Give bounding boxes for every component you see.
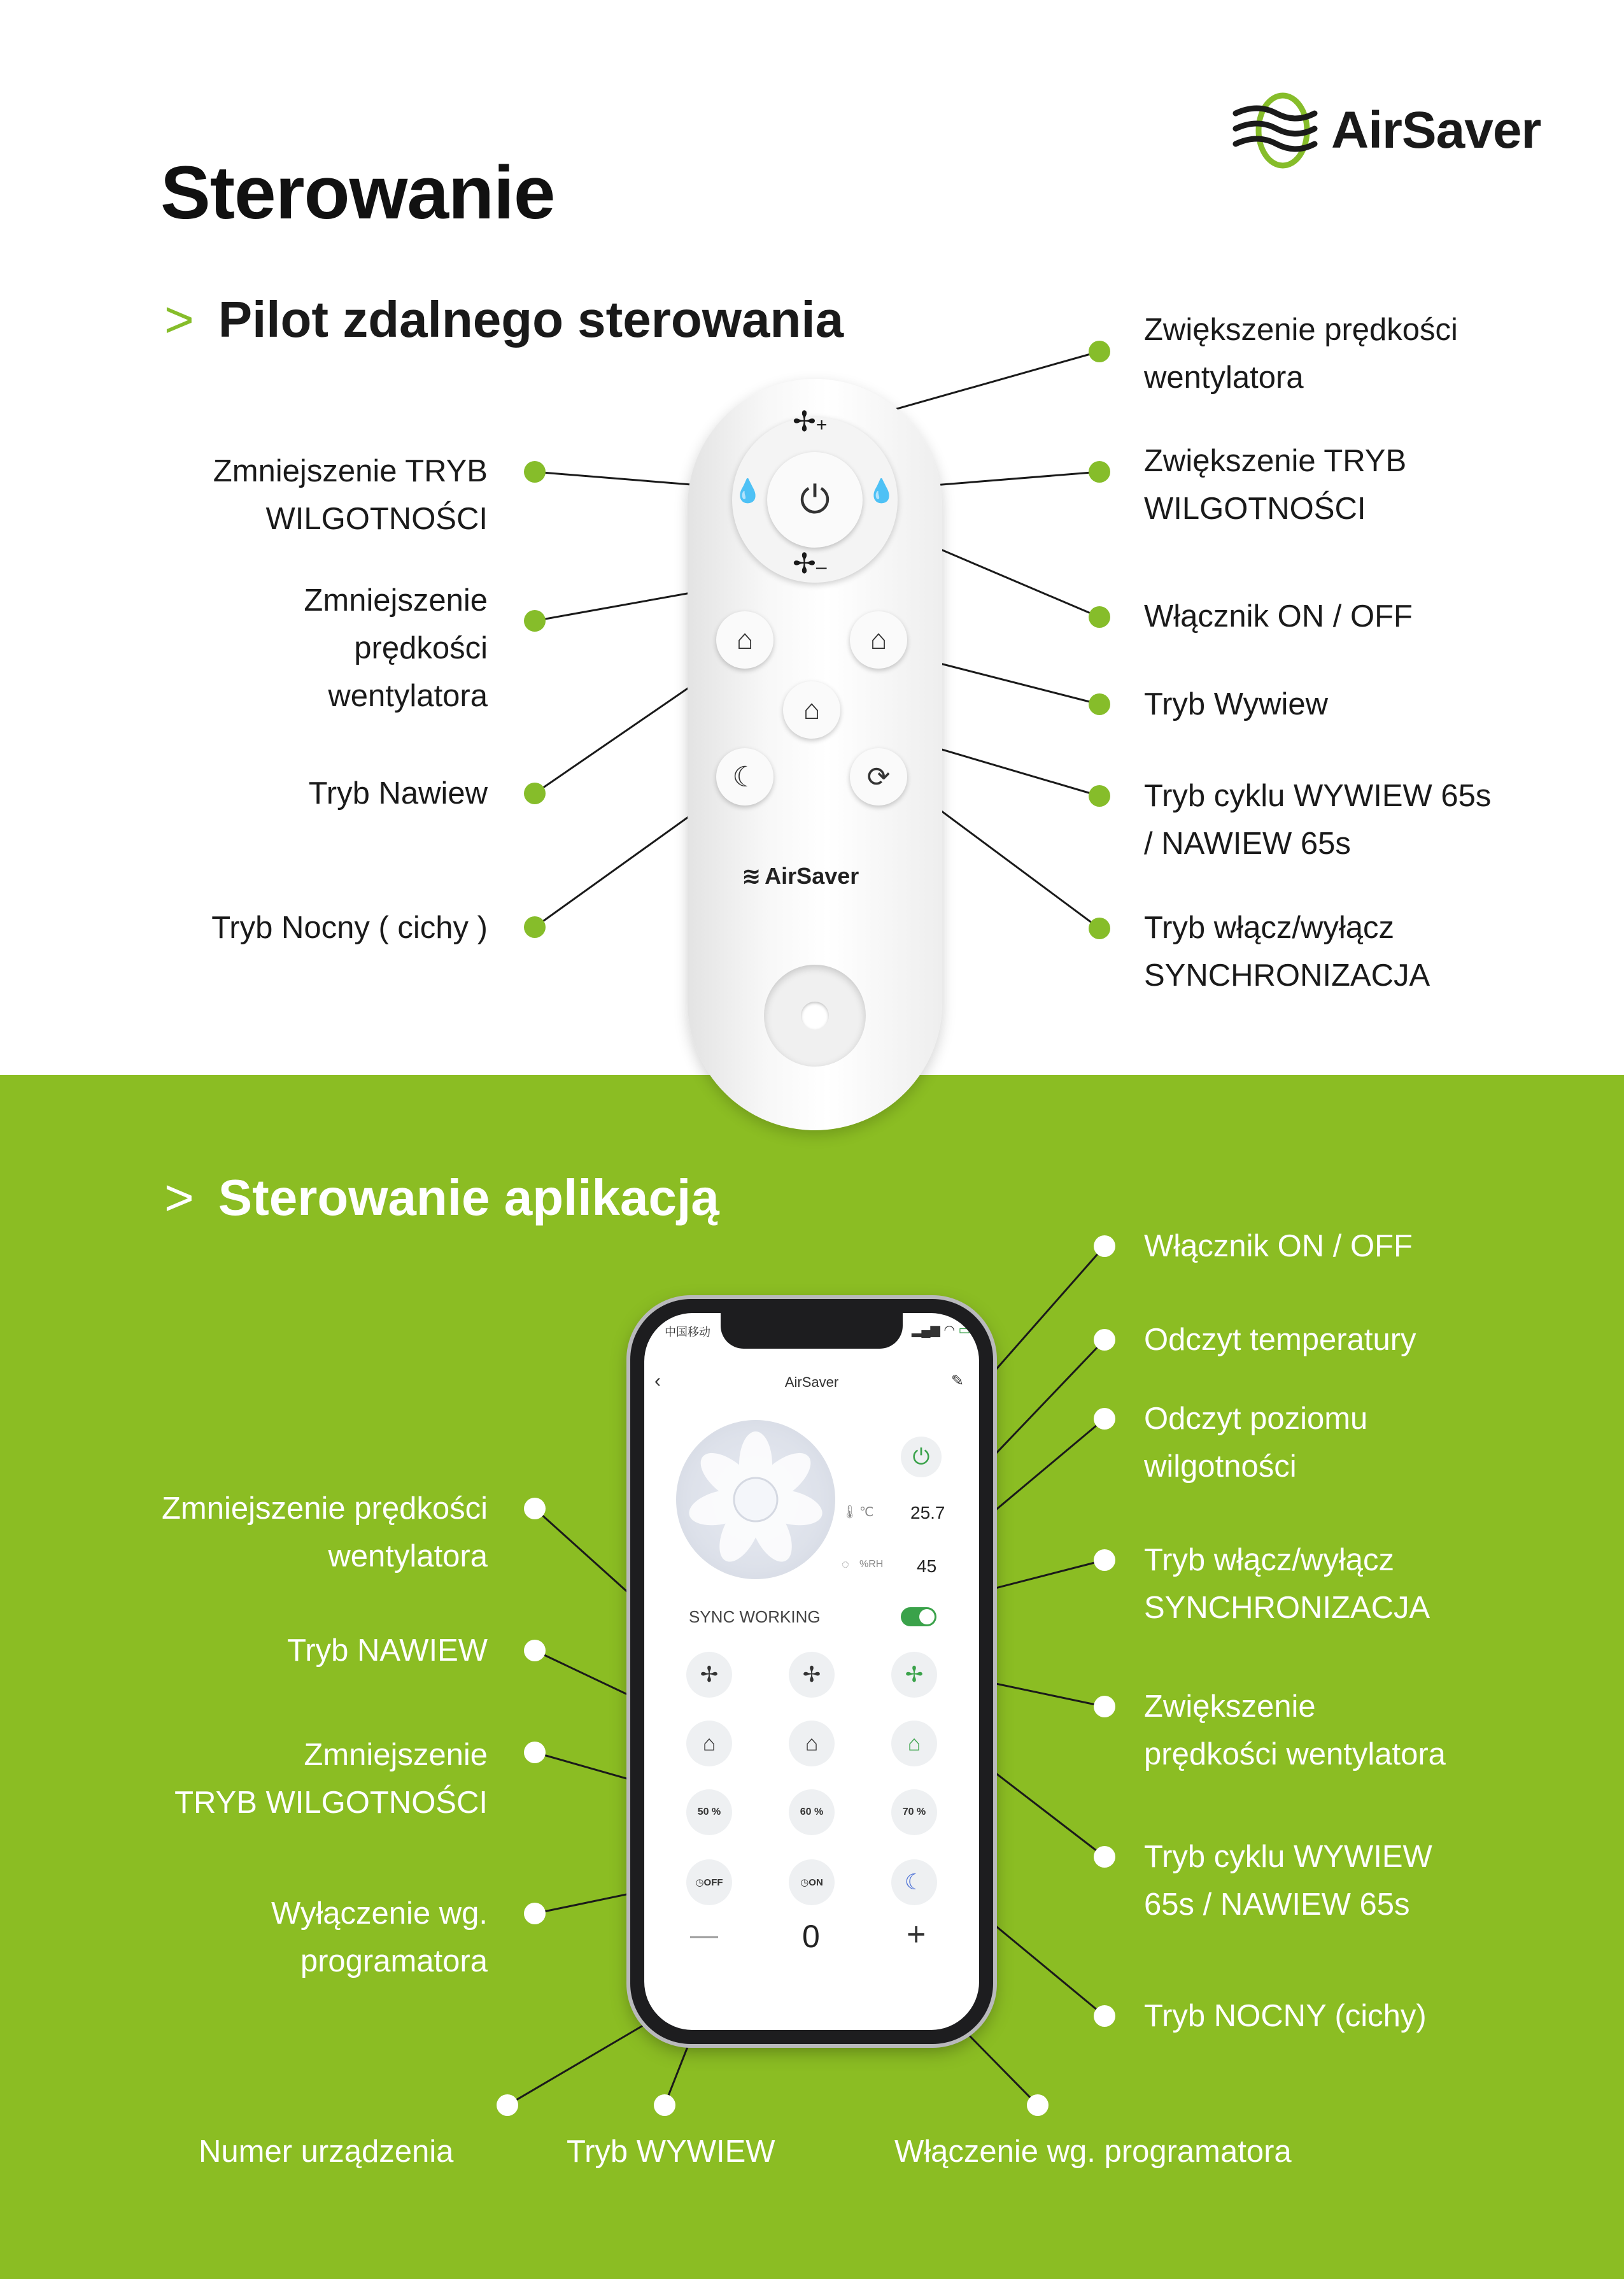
label-dot	[1089, 918, 1110, 939]
remote-humidity-down-button[interactable]	[733, 478, 762, 504]
app-label-supply-mode: Tryb NAWIEW	[287, 1633, 488, 1668]
label-dot	[1094, 1846, 1115, 1868]
smartphone	[630, 1299, 993, 2044]
label-dot	[1094, 1549, 1115, 1571]
app-section-title-text: Sterowanie aplikacją	[218, 1169, 719, 1226]
status-icons	[912, 1322, 970, 1338]
label-dot	[524, 1742, 546, 1763]
sync-icon: ⟳	[866, 761, 891, 793]
edit-icon[interactable]: ✎	[951, 1372, 964, 1389]
app-humidity-60-button[interactable]	[789, 1789, 835, 1835]
app-supply-button[interactable]	[686, 1721, 732, 1766]
app-label-night-mode: Tryb NOCNY (cichy)	[1144, 1999, 1427, 2033]
app-fan-medium-button[interactable]	[789, 1652, 835, 1698]
remote-exhaust-button[interactable]	[850, 611, 907, 669]
house-arrow-in-icon: ⌂	[702, 1731, 716, 1756]
label-dot	[1027, 2094, 1049, 2116]
house-cycle-icon: ⌂	[803, 694, 821, 725]
label-dot	[524, 1640, 546, 1661]
remote-label-power: Włącznik ON / OFF	[1144, 599, 1413, 634]
sun-moon-icon: ☾	[732, 761, 758, 793]
house-cycle-icon: ⌂	[907, 1731, 921, 1756]
back-icon[interactable]: ‹	[654, 1370, 661, 1391]
label-dot	[1089, 785, 1110, 807]
hum-unit: %RH	[859, 1559, 884, 1570]
label-dot	[524, 461, 546, 483]
app-label-cycle-mode: Tryb cyklu WYWIEW 65s / NAWIEW 65s	[1144, 1840, 1432, 1922]
app-label-timer-on: Włączenie wg. programatora	[894, 2134, 1292, 2169]
droplet-70-icon: 70 %	[902, 1807, 926, 1817]
label-dot	[524, 1498, 546, 1519]
remote-control	[688, 379, 942, 1130]
remote-section-title	[164, 290, 844, 349]
label-dot	[524, 783, 546, 804]
remote-section-title-text: Pilot zdalnego sterowania	[218, 291, 844, 348]
remote-sync-button[interactable]	[850, 748, 907, 806]
power-icon: ⏻	[800, 478, 830, 521]
fan-visual	[676, 1420, 835, 1579]
label-dot	[524, 610, 546, 632]
droplet-50-icon: 50 %	[697, 1807, 721, 1817]
device-number: 0	[802, 1919, 820, 1954]
app-title: AirSaver	[784, 1374, 839, 1390]
app-label-device-number: Numer urządzenia	[199, 2134, 454, 2169]
airsaver-logo-icon: ≋	[742, 863, 761, 889]
app-night-button[interactable]	[891, 1859, 937, 1905]
label-dot	[1089, 341, 1110, 362]
remote-supply-button[interactable]	[716, 611, 773, 669]
remote-humidity-up-button[interactable]	[867, 478, 896, 504]
app-label-power: Włącznik ON / OFF	[1144, 1229, 1413, 1263]
app-label-timer-off: Wyłączenie wg. programatora	[271, 1896, 488, 1978]
house-arrow-in-icon: ⌂	[736, 624, 754, 655]
device-minus-button[interactable]: —	[690, 1919, 718, 1950]
remote-label-fan-up: Zwiększenie prędkości wentylatora	[1144, 313, 1458, 395]
label-dot	[1094, 1329, 1115, 1351]
hum-value: 45	[917, 1556, 937, 1576]
label-dot	[1094, 1408, 1115, 1430]
app-label-fan-down: Zmniejszenie prędkości wentylatora	[162, 1491, 488, 1573]
phone-notch	[721, 1313, 903, 1349]
remote-brand: ≋ AirSaver	[742, 863, 859, 889]
remote-label-humidity-up: Zwiększenie TRYB WILGOTNOŚCI	[1144, 444, 1407, 526]
fan-icon: ✢	[905, 1663, 924, 1687]
app-humidity-50-button[interactable]	[686, 1789, 732, 1835]
label-dot	[1094, 2005, 1115, 2027]
remote-label-humidity-down: Zmniejszenie TRYB WILGOTNOŚCI	[213, 454, 488, 536]
app-fan-up-button[interactable]	[891, 1652, 937, 1698]
airsaver-logo-icon	[1232, 89, 1321, 172]
brand-name: AirSaver	[1331, 101, 1541, 159]
label-dot	[654, 2094, 675, 2116]
app-label-humidity-down: Zmniejszenie TRYB WILGOTNOŚCI	[174, 1738, 488, 1820]
label-dot	[1089, 693, 1110, 715]
remote-label-cycle-mode: Tryb cyklu WYWIEW 65s / NAWIEW 65s	[1144, 779, 1492, 861]
remote-night-button[interactable]	[716, 748, 773, 806]
remote-label-night-mode: Tryb Nocny ( cichy )	[211, 911, 488, 945]
droplet-icon: 💧	[733, 478, 762, 504]
house-arrow-out-icon: ⌂	[805, 1731, 819, 1756]
power-icon: ⏻	[912, 1444, 930, 1469]
temp-unit: ℃	[859, 1505, 874, 1519]
label-dot	[1089, 606, 1110, 628]
temp-value: 25.7	[910, 1503, 945, 1523]
battery-icon: ▭	[958, 1323, 971, 1337]
timer-off-icon: ◷	[695, 1877, 704, 1888]
fan-icon: ✢	[700, 1663, 719, 1687]
sync-label: SYNC WORKING	[689, 1607, 821, 1626]
droplet-icon: 💧	[867, 478, 896, 504]
label-dot	[497, 2094, 518, 2116]
remote-label-exhaust-mode: Tryb Wywiew	[1144, 687, 1329, 721]
app-label-humidity: Odczyt poziomu wilgotności	[1144, 1402, 1368, 1484]
fan-icon: ✢	[793, 548, 816, 579]
app-cycle-button[interactable]	[891, 1721, 937, 1766]
app-label-fan-up: Zwiększenie prędkości wentylatora	[1144, 1689, 1446, 1771]
remote-lanyard-hole	[764, 965, 866, 1067]
label-dot	[1089, 461, 1110, 483]
page-title: Sterowanie	[160, 151, 555, 235]
app-label-exhaust-mode: Tryb WYWIEW	[567, 2134, 775, 2169]
app-label-sync-mode: Tryb włącz/wyłącz SYNCHRONIZACJA	[1144, 1543, 1430, 1625]
status-carrier: 中国移动	[665, 1326, 710, 1338]
app-power-button[interactable]	[901, 1437, 942, 1477]
droplet-60-icon: 60 %	[800, 1807, 824, 1817]
remote-fan-down-button[interactable]: ✢–	[793, 548, 827, 579]
app-exhaust-button[interactable]	[789, 1721, 835, 1766]
remote-label-sync-mode: Tryb włącz/wyłącz SYNCHRONIZACJA	[1144, 911, 1430, 993]
remote-fan-up-button[interactable]: ✢+	[793, 406, 828, 437]
chevron-right-icon: >	[164, 1169, 194, 1226]
phone-screen	[644, 1313, 979, 2030]
app-humidity-70-button[interactable]	[891, 1789, 937, 1835]
app-timer-off-button[interactable]: ◷ OFF	[686, 1859, 732, 1905]
remote-label-supply-mode: Tryb Nawiew	[308, 776, 488, 811]
label-dot	[1094, 1696, 1115, 1717]
timer-on-icon: ◷	[800, 1877, 809, 1888]
remote-power-button[interactable]	[767, 452, 863, 548]
thermometer-icon: 🌡	[842, 1505, 858, 1519]
label-dot	[1094, 1235, 1115, 1257]
fan-blades-icon	[676, 1420, 835, 1579]
remote-cycle-button[interactable]	[783, 681, 840, 739]
label-dot	[524, 1903, 546, 1924]
brand-logo	[1232, 89, 1541, 172]
app-timer-on-button[interactable]: ◷ ON	[789, 1859, 835, 1905]
chevron-right-icon: >	[164, 291, 194, 348]
label-dot	[524, 916, 546, 938]
remote-label-fan-down: Zmniejszenie prędkości wentylatora	[304, 583, 488, 713]
house-arrow-out-icon: ⌂	[870, 624, 887, 655]
signal-icon: ▂▄▆	[912, 1323, 940, 1337]
app-label-temperature: Odczyt temperatury	[1144, 1323, 1416, 1357]
wifi-icon: ◠	[943, 1323, 955, 1337]
moon-icon: ☾	[904, 1870, 924, 1894]
sync-toggle[interactable]	[901, 1607, 936, 1626]
app-fan-down-button[interactable]	[686, 1652, 732, 1698]
app-section-title	[164, 1168, 719, 1227]
fan-icon: ✢	[802, 1663, 821, 1687]
device-plus-button[interactable]: +	[907, 1916, 926, 1953]
humidity-icon: ◌	[842, 1558, 849, 1572]
fan-icon: ✢	[793, 406, 816, 437]
